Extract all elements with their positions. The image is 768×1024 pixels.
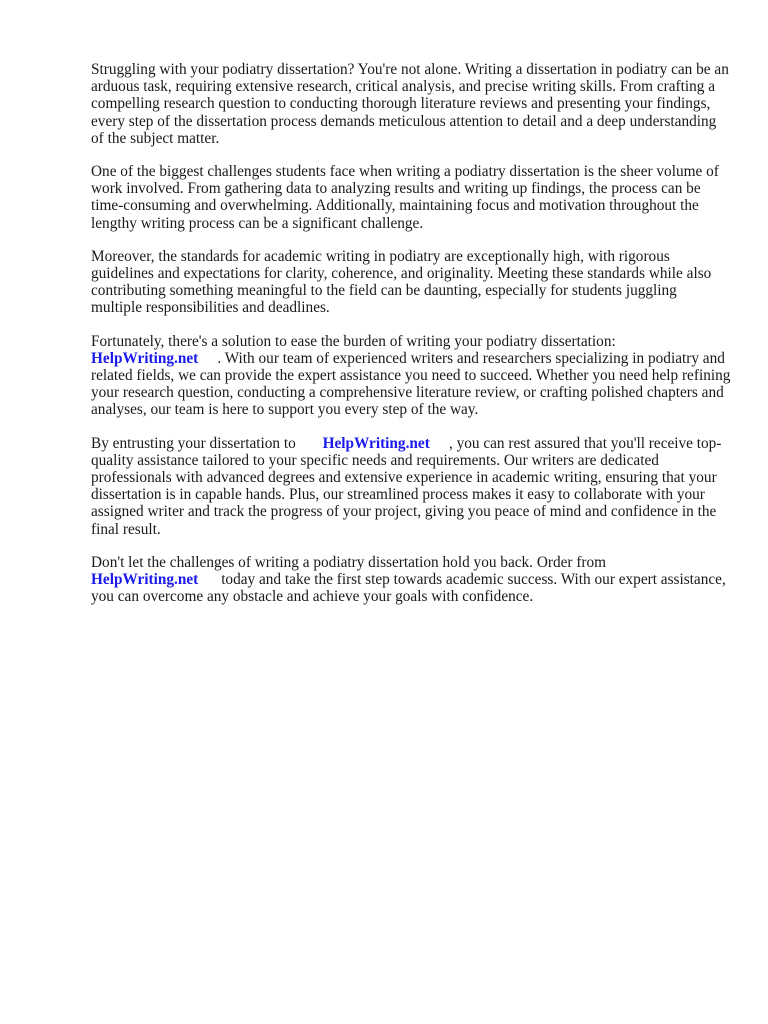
paragraph-intro-text: Struggling with your podiatry dissertation? You're not alone. Writing a dissertation in podiatry can be an arduous task, requiring extensive research, critical analysis, and precise writing skills. From crafting a compelling research question to conducting thorough literature reviews and presenting your findings, every step of the dissertation process demands meticulous attention to detail and a deep understanding of the subject matter.: [91, 61, 729, 147]
paragraph-challenges-text: One of the biggest challenges students face when writing a podiatry dissertation is the sheer volume of work involved. From gathering data to analyzing results and writing up findings, the process can be time-consuming and overwhelming. Additionally, maintaining focus and motivation throughout the lengthy writing process can be a significant challenge.: [91, 163, 719, 232]
paragraph-solution: [91, 333, 731, 419]
helpwriting-link[interactable]: HelpWriting.net: [322, 434, 430, 452]
paragraph-solution-text-before: Fortunately, there's a solution to ease the burden of writing your podiatry dissertation:: [91, 332, 616, 350]
paragraph-call-to-action: [91, 554, 731, 606]
helpwriting-link[interactable]: HelpWriting.net: [91, 349, 199, 367]
paragraph-call-to-action-text-before: Don't let the challenges of writing a podiatry dissertation hold you back. Order from: [91, 553, 607, 571]
paragraph-entrusting-text-after: , you can rest assured that you'll receive top-quality assistance tailored to your specific needs and requirements. Our writers are dedicated professionals with advanced degrees and extensive experience in academic writing, ensuring that your dissertation is in capable hands. Plus, our streamlined process makes it easy to collaborate with your assigned writer and track the progress of your project, giving you peace of mind and confidence in the final result.: [91, 434, 722, 538]
paragraph-solution-text-after: . With our team of experienced writers and researchers specializing in podiatry and related fields, we can provide the expert assistance you need to succeed. Whether you need help refining your research question, conducting a comprehensive literature review, or crafting polished chapters and analyses, our team is here to support you every step of the way.: [91, 349, 731, 419]
paragraph-entrusting: [91, 435, 731, 538]
paragraph-entrusting-text-before: By entrusting your dissertation to: [91, 434, 296, 452]
paragraph-standards-text: Moreover, the standards for academic writing in podiatry are exceptionally high, with rigorous guidelines and expectations for clarity, coherence, and originality. Meeting these standards while also contributing something meaningful to the field can be daunting, especially for students juggling multiple responsibilities and deadlines.: [91, 247, 712, 317]
paragraph-challenges: [91, 163, 731, 232]
paragraph-call-to-action-text-after: today and take the first step towards academic success. With our expert assistance, you can overcome any obstacle and achieve your goals with confidence.: [91, 571, 726, 606]
paragraph-standards: [91, 248, 731, 317]
paragraph-intro: [91, 61, 731, 147]
helpwriting-link[interactable]: HelpWriting.net: [91, 571, 199, 589]
